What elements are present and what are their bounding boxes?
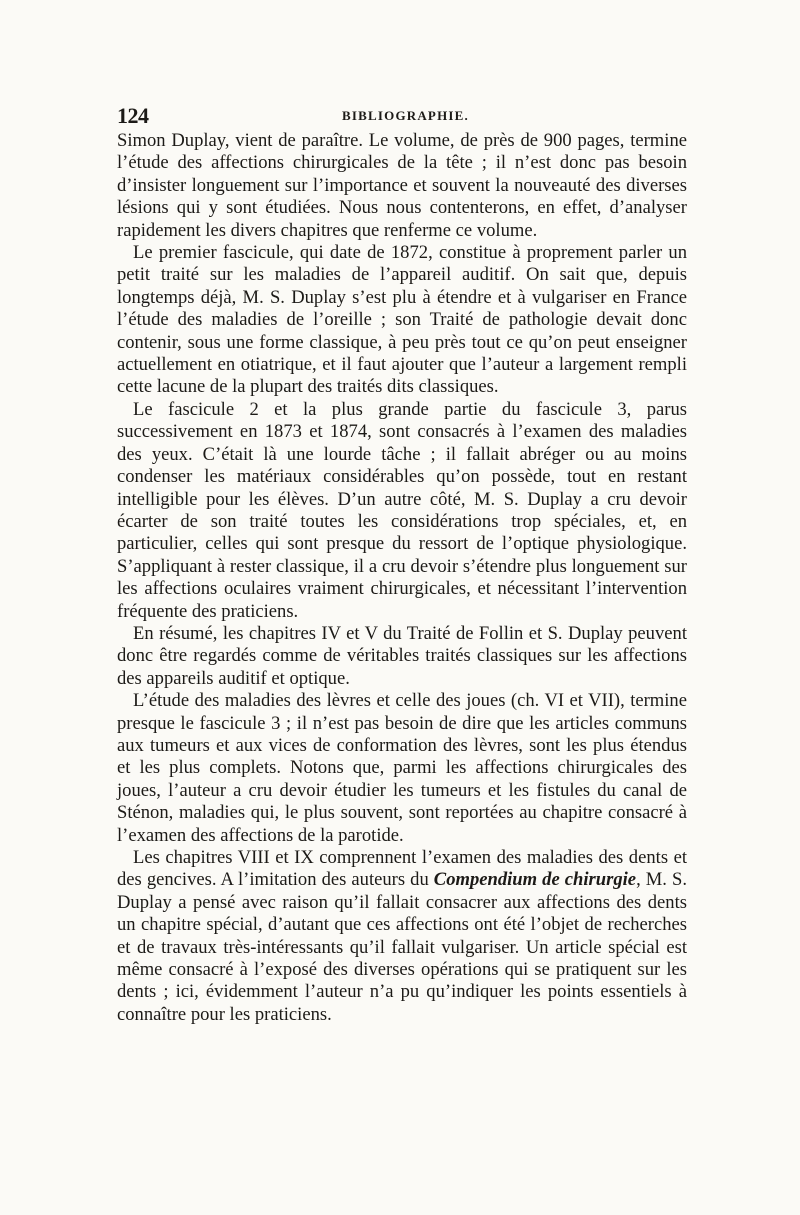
paragraph — [117, 847, 687, 1026]
page-header — [117, 103, 687, 127]
paragraph — [117, 690, 687, 847]
page-number: 124 — [117, 103, 149, 128]
paragraph: Le fascicule 2 et la plus grande partie du fascicule 3, parus successivement en 1873 et 1874, sont consacrés à l’examen des maladies des yeux. C’était là une lourde tâche ; il fallait abréger ou au moins condenser les matériaux considérables qu’on possède, tout en restant intelligible pour les élèves. D’un autre côté, M. S. Duplay a cru devoir écarter de son traité toutes les considérations trop spéciales, et, en particulier, celles qui sont presque du ressort de l’optique physiologique. S’appliquant à rester classique, il a cru devoir s’étendre plus longuement sur les affections oculaires vraiment chirurgicales, et nécessitant l’intervention fréquente des praticiens. — [117, 398, 687, 622]
paragraph-text: , M. S. Duplay a pensé avec raison qu’il fallait consacrer aux affections des dents un chapitre spécial, d’autant que ces affections ont été l’objet de recherches et de travaux très-intéressants qu’il fallait vulgariser. Un article spécial est même consacré à l’exposé des diverses opérations qui se pratiquent sur les dents ; ici, évidemment l’auteur n’a pu qu’indiquer les points essentiels à connaître pour les praticiens. — [117, 869, 687, 1025]
paragraph-text: Les chapitres VIII et IX comprennent l’examen des maladies des dents et des gencives. A l’imitation des auteurs du — [117, 847, 687, 891]
book-title: Compendium de chirurgie — [433, 869, 637, 891]
paragraph: En résumé, les chapitres IV et V du Traité de Follin et S. Duplay peuvent donc être regardés comme de véritables traités classiques sur les affections des appareils auditif et optique. — [117, 622, 687, 689]
running-head: BIBLIOGRAPHIE. — [342, 108, 469, 123]
body-text — [117, 130, 687, 1026]
paragraph: Le premier fascicule, qui date de 1872, constitue à proprement parler un petit traité sur les maladies de l’appareil auditif. On sait que, depuis longtemps déjà, M. S. Duplay s’est plu à étendre et à vulgariser en France l’étude des maladies de l’oreille ; son Traité de pathologie devait donc contenir, sous une forme classique, à peu près tout ce qu’on peut enseigner actuellement en otiatrique, et il faut ajouter que l’auteur a largement rempli cette lacune de la plupart des traités dits classiques. — [117, 242, 687, 398]
paragraph: Simon Duplay, vient de paraître. Le volume, de près de 900 pages, termine l’étude des affections chirurgicales de la tête ; il n’est donc pas besoin d’insister longuement sur l’importance et souvent la nouveauté des diverses lésions qui y sont étudiées. Nous nous contenterons, en effet, d’analyser rapidement les divers chapitres que renferme ce volume. — [117, 130, 687, 241]
paragraph-text: L’étude des maladies des lèvres et celle des joues (ch. VI et VII), termine presque le fascicule 3 ; il n’est pas besoin de dire que les articles communs aux tumeurs et aux vices de conformation des lèvres, sont les plus étendus et les plus complets. Notons que, parmi les affections chirurgicales des joues, l’auteur a cru devoir étudier les tumeurs et les fistules du canal de Sténon, maladies qui, le plus souvent, sont reportées au chapitre consacré à l’examen des affections de la parotide. — [117, 690, 687, 846]
